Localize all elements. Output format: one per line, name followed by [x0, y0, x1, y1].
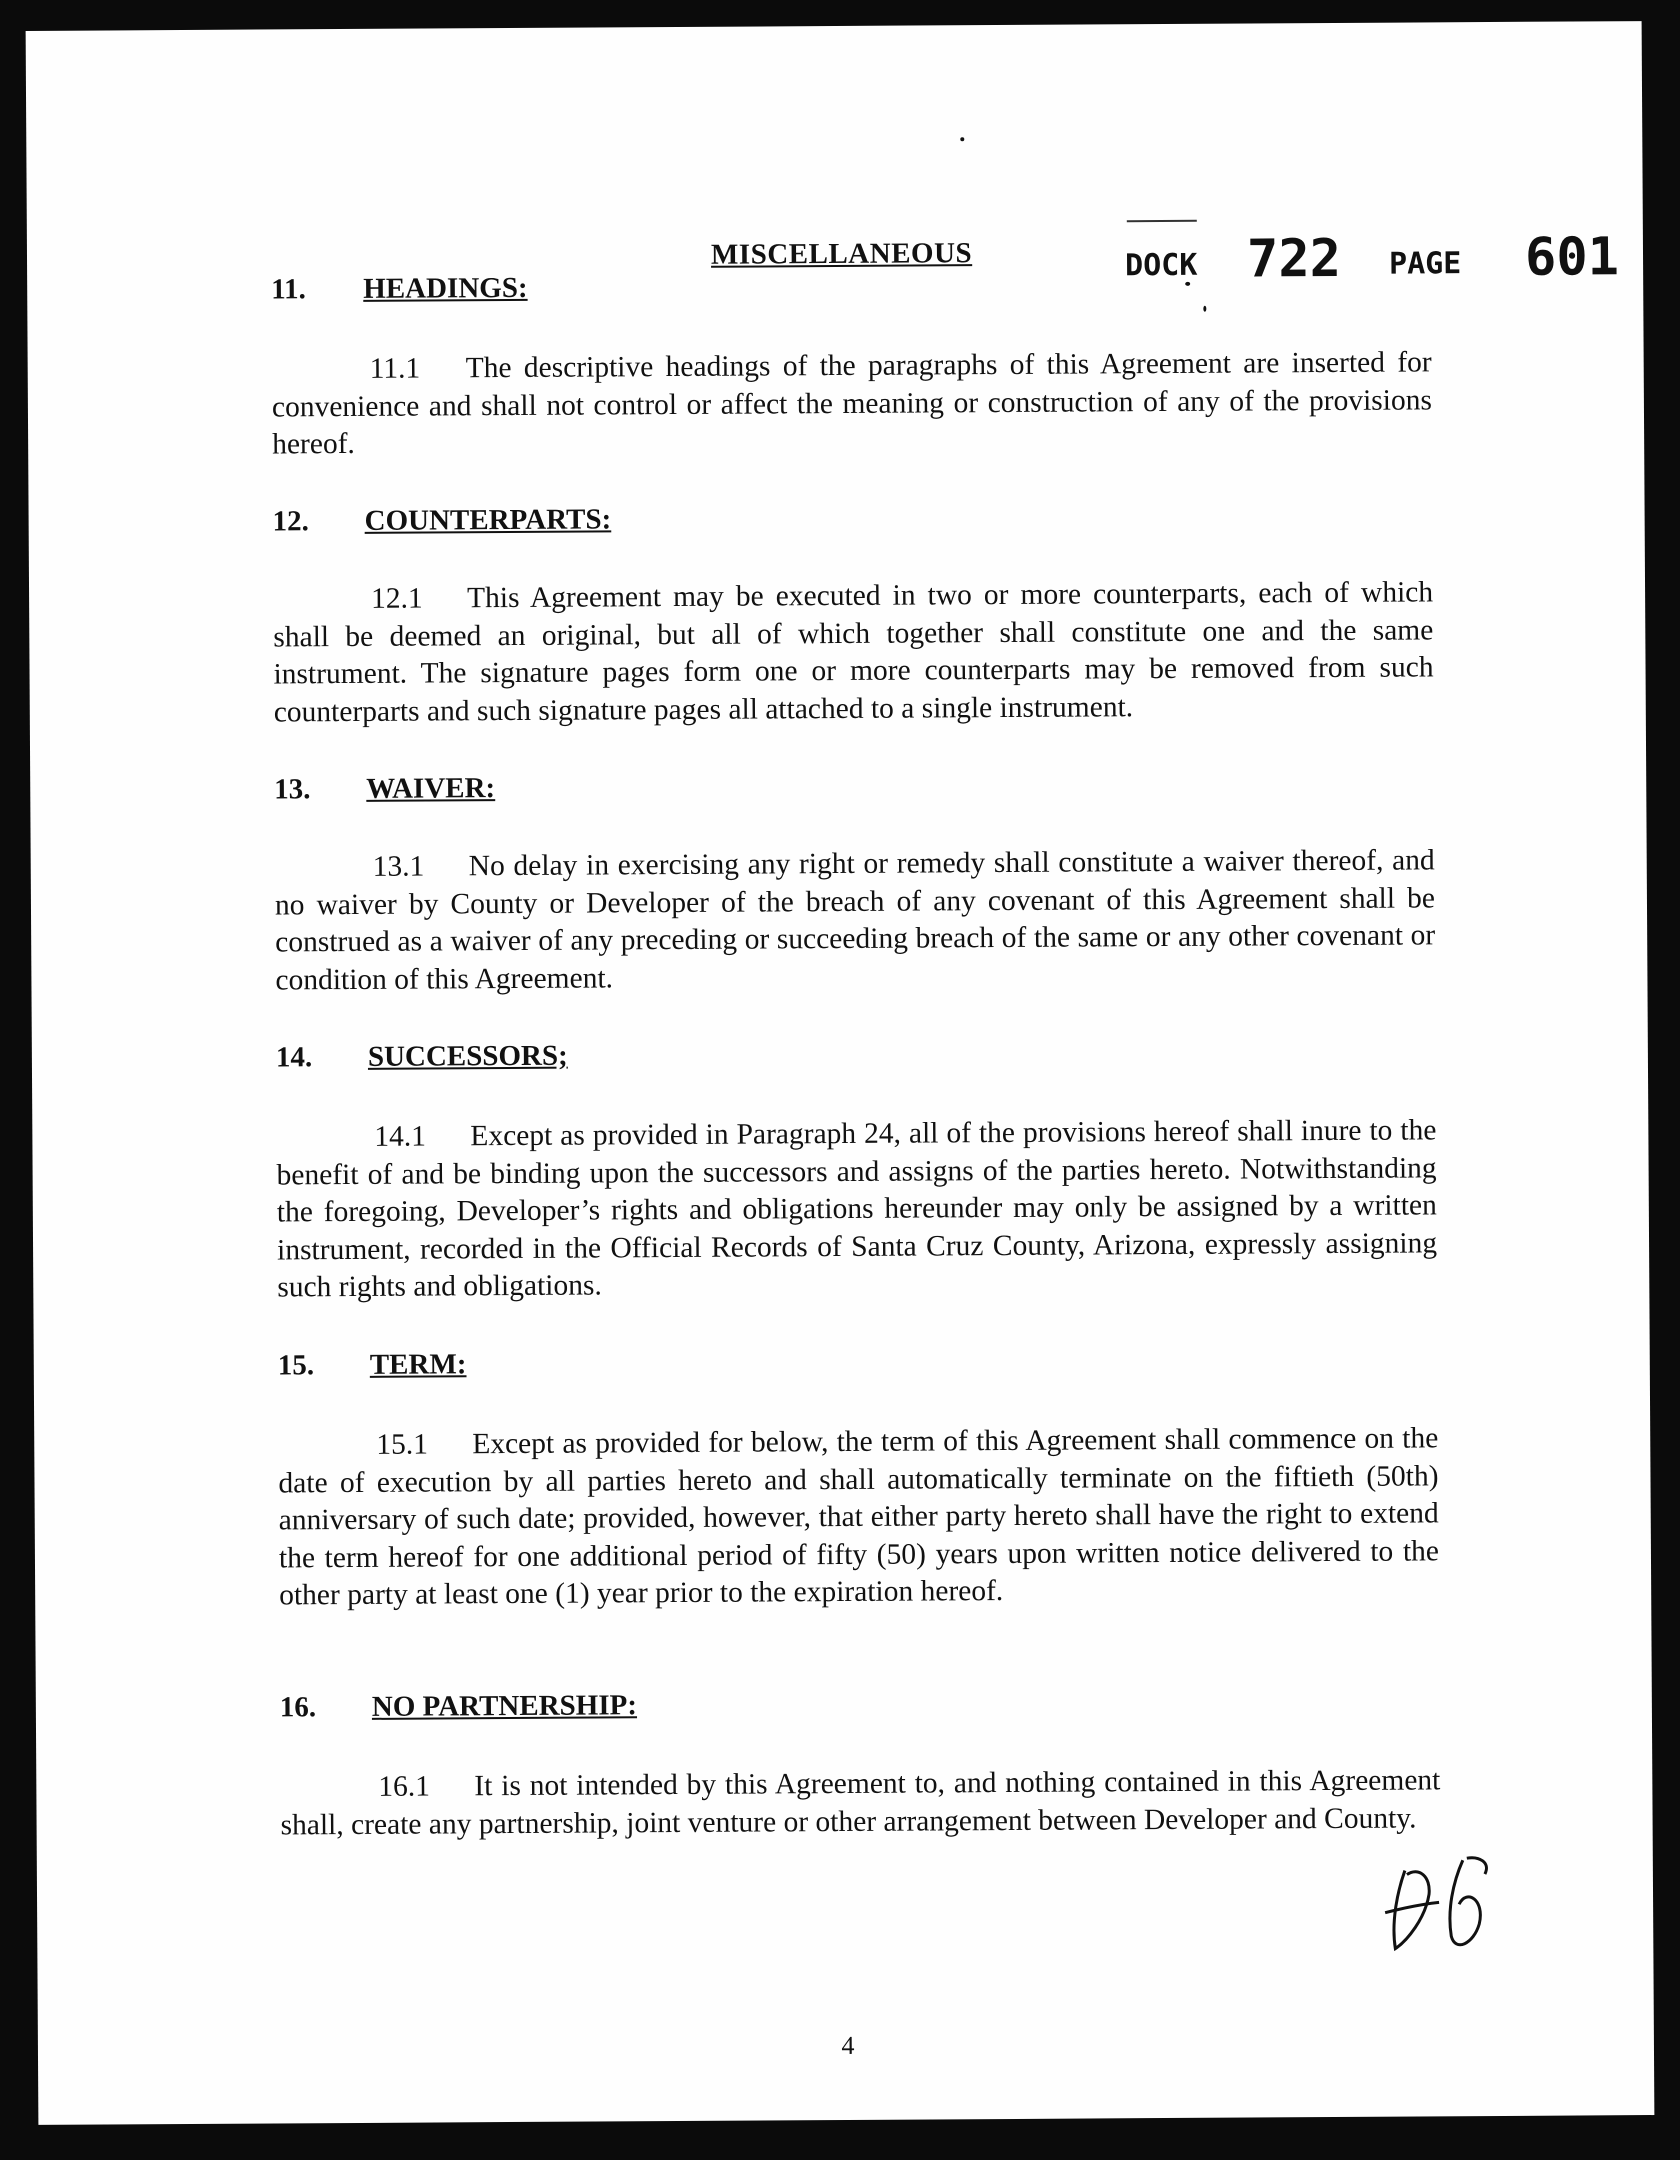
document-header [26, 21, 1644, 331]
section-heading [273, 503, 612, 538]
page-number: 4 [841, 2030, 855, 2061]
docket-page-label: PAGE [1388, 246, 1462, 282]
paragraph-number: 12.1 [370, 582, 423, 615]
signature-initials [1367, 1852, 1518, 1963]
document-title: MISCELLANEOUS [710, 237, 973, 271]
section-title: TERM: [369, 1348, 467, 1381]
section-title: COUNTERPARTS: [364, 503, 612, 537]
paragraph-number: 11.1 [369, 352, 421, 385]
section-title: HEADINGS: [363, 271, 528, 305]
paragraph-text: Except as provided in Paragraph 24, all of the provisions hereof shall inure to the benefit of and be binding upon the successors and assigns of the parties hereto. Notwithstanding the foregoing, Developer’s rights and obligations hereunder may only be assigned by a written instrument, recorded in the Official Records of Santa Cruz County, Arizona, expressly assigning such rights and obligations. [276, 1114, 1438, 1304]
section-heading [271, 272, 528, 307]
section-number: 15. [277, 1349, 315, 1382]
paragraph-number: 16.1 [378, 1770, 431, 1803]
section-title: WAIVER: [366, 772, 496, 805]
section-number: 14. [275, 1041, 313, 1074]
paragraph-number: 14.1 [374, 1120, 427, 1153]
section-number: 12. [272, 505, 309, 538]
paragraph-text: No delay in exercising any right or remedy shall constitute a waiver thereof, and no waiver by County or Developer of the breach of any covenant of this Agreement shall be construed as a waiver of any preceding or succeeding breach of the same or any other covenant or condition of this Agreement. [274, 844, 1436, 996]
paragraph-text: It is not intended by this Agreement to, and nothing contained in this Agreement shall, create any partnership, joint venture or other arrangement between Developer and County. [280, 1764, 1441, 1841]
section-heading [274, 772, 495, 806]
section-heading [276, 1040, 568, 1075]
section-paragraph [278, 1420, 1439, 1615]
document-page [26, 21, 1655, 2125]
section-heading [278, 1348, 467, 1382]
section-title: SUCCESSORS; [367, 1039, 568, 1073]
paragraph-number: 15.1 [376, 1428, 428, 1461]
section-paragraph [276, 1112, 1437, 1307]
paragraph-text: Except as provided for below, the term of this Agreement shall commence on the date of execution by all parties hereto and shall automatically terminate on the fiftieth (50th) anniversary of such date; provided, however, that either party hereto shall have the right to extend the term hereof for one additional period of fifty (50) years upon written notice delivered to the other party at least one (1) year prior to the expiration hereof. [278, 1422, 1440, 1612]
section-paragraph [272, 344, 1433, 464]
section-number: 16. [279, 1691, 317, 1724]
paragraph-text: This Agreement may be executed in two or more counterparts, each of which shall be deemed an original, but all of which together shall constitute one and the same instrument. The signature pages form one or more counterparts may be removed from such counterparts and such signature pages all attached to a single instrument. [273, 576, 1434, 728]
paragraph-text: The descriptive headings of the paragraphs of this Agreement are inserted for convenience and shall not control or affect the meaning or construction of any of the provisions hereof. [271, 346, 1432, 461]
section-title: NO PARTNERSHIP: [371, 1689, 638, 1723]
section-paragraph [280, 1762, 1440, 1844]
section-number: 11. [271, 273, 306, 306]
section-paragraph [273, 574, 1434, 731]
section-paragraph [275, 842, 1436, 999]
paragraph-number: 13.1 [372, 850, 425, 883]
section-heading [280, 1689, 637, 1724]
docket-label: DOCK [1124, 247, 1198, 284]
docket-book-number: 722 [1246, 228, 1342, 290]
docket-page-number: 601 [1524, 227, 1620, 288]
section-number: 13. [274, 773, 311, 806]
